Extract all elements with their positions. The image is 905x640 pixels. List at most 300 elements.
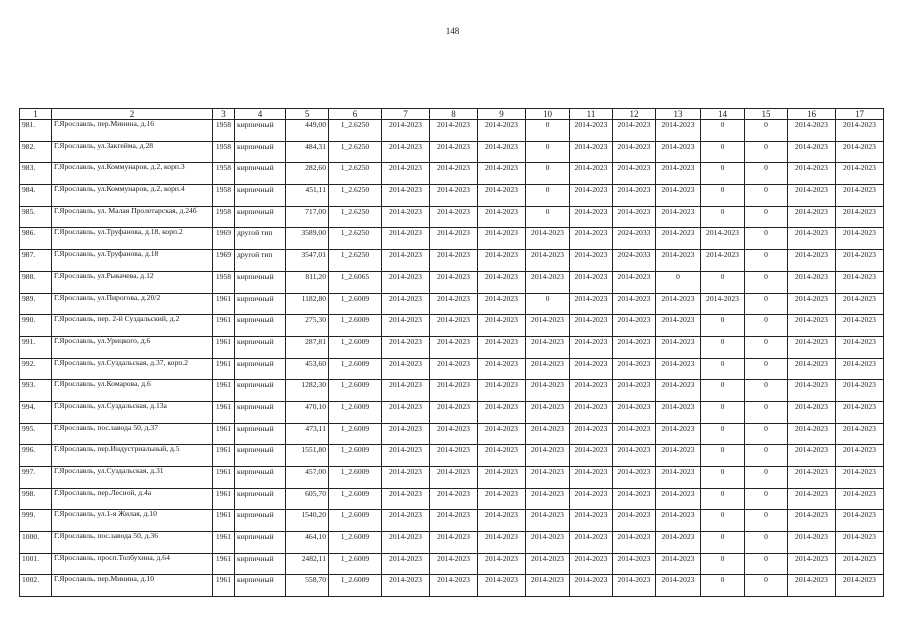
period-cell: 2014-2023: [656, 293, 701, 315]
period-cell: 2014-2023: [613, 553, 656, 575]
material-cell: кирпичный: [235, 380, 286, 402]
period-cell: 0: [745, 445, 788, 467]
period-cell: 2014-2023: [430, 423, 478, 445]
row-number-cell: 986.: [20, 228, 52, 250]
period-cell: 2014-2023: [382, 206, 430, 228]
period-cell: 2014-2023: [430, 185, 478, 207]
period-cell: 2014-2023: [570, 141, 613, 163]
period-cell: 2014-2023: [613, 206, 656, 228]
period-cell: 2014-2023: [701, 250, 745, 272]
code-cell: 1_2.6250: [329, 163, 382, 185]
address-cell: Г.Ярославль, пер.Минина, д.10: [52, 575, 213, 597]
period-cell: 2014-2023: [382, 401, 430, 423]
period-cell: 2014-2023: [613, 510, 656, 532]
period-cell: 0: [745, 401, 788, 423]
table-row: [20, 358, 884, 380]
period-cell: 2014-2023: [788, 532, 836, 554]
period-cell: 2014-2023: [836, 575, 884, 597]
period-cell: 2014-2023: [788, 271, 836, 293]
column-header: 4: [235, 109, 286, 120]
address-cell: Г.Ярославль, пос.завода 50, д.37: [52, 423, 213, 445]
period-cell: 2014-2023: [836, 206, 884, 228]
row-number-cell: 991.: [20, 336, 52, 358]
table-row: [20, 336, 884, 358]
period-cell: 2014-2023: [430, 293, 478, 315]
period-cell: 0: [745, 163, 788, 185]
period-cell: 2014-2023: [478, 467, 526, 489]
period-cell: 2014-2023: [570, 467, 613, 489]
period-cell: 2014-2023: [570, 380, 613, 402]
period-cell: 2014-2023: [382, 467, 430, 489]
area-cell: 605,70: [286, 488, 329, 510]
period-cell: 2014-2023: [613, 163, 656, 185]
row-number-cell: 994.: [20, 401, 52, 423]
address-cell: Г.Ярославль, ул.Труфанова, д.18: [52, 250, 213, 272]
period-cell: 2014-2023: [788, 553, 836, 575]
period-cell: 2014-2023: [526, 358, 570, 380]
period-cell: 2014-2023: [570, 163, 613, 185]
column-header: 16: [788, 109, 836, 120]
period-cell: 2014-2023: [382, 185, 430, 207]
period-cell: 2014-2023: [788, 163, 836, 185]
period-cell: 0: [745, 141, 788, 163]
address-cell: Г.Ярославль, просп.Толбухина, д.64: [52, 553, 213, 575]
period-cell: 0: [701, 467, 745, 489]
period-cell: 2014-2023: [430, 553, 478, 575]
period-cell: 2014-2023: [788, 445, 836, 467]
period-cell: 2024-2033: [613, 228, 656, 250]
area-cell: 1182,80: [286, 293, 329, 315]
period-cell: 2014-2023: [613, 488, 656, 510]
year-cell: 1961: [213, 380, 235, 402]
code-cell: 1_2.6009: [329, 293, 382, 315]
period-cell: 2014-2023: [788, 185, 836, 207]
material-cell: кирпичный: [235, 163, 286, 185]
period-cell: 0: [701, 271, 745, 293]
period-cell: 2014-2023: [836, 185, 884, 207]
period-cell: 0: [701, 358, 745, 380]
period-cell: 2014-2023: [478, 553, 526, 575]
period-cell: 2014-2023: [656, 575, 701, 597]
period-cell: 0: [745, 336, 788, 358]
material-cell: кирпичный: [235, 510, 286, 532]
row-number-cell: 1001.: [20, 553, 52, 575]
code-cell: 1_2.6009: [329, 488, 382, 510]
period-cell: 2014-2023: [570, 250, 613, 272]
row-number-cell: 982.: [20, 141, 52, 163]
year-cell: 1969: [213, 250, 235, 272]
row-number-cell: 988.: [20, 271, 52, 293]
period-cell: 2014-2023: [788, 315, 836, 337]
area-cell: 1540,20: [286, 510, 329, 532]
period-cell: 2014-2023: [701, 228, 745, 250]
table-row: [20, 510, 884, 532]
period-cell: 2014-2023: [382, 510, 430, 532]
column-header: 15: [745, 109, 788, 120]
period-cell: 0: [701, 336, 745, 358]
area-cell: 811,20: [286, 271, 329, 293]
column-header: 14: [701, 109, 745, 120]
period-cell: 0: [526, 120, 570, 142]
code-cell: 1_2.6009: [329, 315, 382, 337]
year-cell: 1961: [213, 401, 235, 423]
year-cell: 1958: [213, 206, 235, 228]
period-cell: 2014-2023: [478, 336, 526, 358]
period-cell: 2014-2023: [788, 141, 836, 163]
table-row: [20, 315, 884, 337]
period-cell: 2014-2023: [788, 358, 836, 380]
period-cell: 2014-2023: [656, 467, 701, 489]
period-cell: 2014-2023: [430, 336, 478, 358]
period-cell: 2014-2023: [430, 206, 478, 228]
period-cell: 2014-2023: [570, 575, 613, 597]
period-cell: 0: [526, 206, 570, 228]
code-cell: 1_2.6009: [329, 336, 382, 358]
row-number-cell: 997.: [20, 467, 52, 489]
row-number-cell: 1002.: [20, 575, 52, 597]
period-cell: 2014-2023: [430, 575, 478, 597]
period-cell: 2014-2023: [570, 206, 613, 228]
period-cell: 0: [701, 532, 745, 554]
code-cell: 1_2.6009: [329, 467, 382, 489]
period-cell: 2014-2023: [788, 467, 836, 489]
period-cell: 0: [745, 120, 788, 142]
period-cell: 0: [745, 206, 788, 228]
table-row: [20, 380, 884, 402]
period-cell: 2014-2023: [836, 315, 884, 337]
period-cell: 2014-2023: [656, 163, 701, 185]
period-cell: 2014-2023: [656, 336, 701, 358]
address-cell: Г.Ярославль, пер.Индустриальный, д.5: [52, 445, 213, 467]
period-cell: 2014-2023: [570, 271, 613, 293]
material-cell: кирпичный: [235, 423, 286, 445]
period-cell: 2014-2023: [382, 163, 430, 185]
table-row: [20, 575, 884, 597]
column-header: 3: [213, 109, 235, 120]
period-cell: 2014-2023: [836, 488, 884, 510]
area-cell: 457,00: [286, 467, 329, 489]
period-cell: 2014-2023: [526, 553, 570, 575]
code-cell: 1_2.6250: [329, 141, 382, 163]
period-cell: 2014-2023: [478, 401, 526, 423]
period-cell: 2014-2023: [613, 423, 656, 445]
period-cell: 2014-2023: [836, 250, 884, 272]
period-cell: 2014-2023: [526, 445, 570, 467]
period-cell: 2014-2023: [656, 141, 701, 163]
period-cell: 2014-2023: [836, 553, 884, 575]
period-cell: 0: [745, 271, 788, 293]
area-cell: 1282,30: [286, 380, 329, 402]
period-cell: 2014-2023: [788, 336, 836, 358]
address-cell: Г.Ярославль, ул.Пирогова, д.20/2: [52, 293, 213, 315]
area-cell: 558,70: [286, 575, 329, 597]
period-cell: 2014-2023: [478, 185, 526, 207]
year-cell: 1958: [213, 141, 235, 163]
period-cell: 2014-2023: [788, 120, 836, 142]
period-cell: 2014-2023: [430, 532, 478, 554]
column-header: 9: [478, 109, 526, 120]
period-cell: 2014-2023: [382, 445, 430, 467]
row-number-cell: 995.: [20, 423, 52, 445]
area-cell: 282,60: [286, 163, 329, 185]
period-cell: 2014-2023: [526, 532, 570, 554]
period-cell: 2014-2023: [836, 271, 884, 293]
period-cell: 2014-2023: [526, 510, 570, 532]
period-cell: 2014-2023: [430, 141, 478, 163]
period-cell: 2014-2023: [478, 293, 526, 315]
code-cell: 1_2.6250: [329, 228, 382, 250]
period-cell: 2014-2023: [526, 401, 570, 423]
table-row: [20, 271, 884, 293]
address-cell: Г.Ярославль, ул.Комарова, д.6: [52, 380, 213, 402]
period-cell: 2014-2023: [836, 228, 884, 250]
period-cell: 0: [745, 423, 788, 445]
period-cell: 2014-2023: [382, 488, 430, 510]
period-cell: 2014-2023: [382, 336, 430, 358]
address-cell: Г.Ярославль, ул.Суздальская, д.37, корп.2: [52, 358, 213, 380]
header-row: [20, 109, 884, 120]
column-header: 2: [52, 109, 213, 120]
table-row: [20, 250, 884, 272]
period-cell: 2014-2023: [836, 380, 884, 402]
period-cell: 2014-2023: [478, 228, 526, 250]
material-cell: кирпичный: [235, 185, 286, 207]
period-cell: 0: [701, 401, 745, 423]
code-cell: 1_2.6009: [329, 423, 382, 445]
period-cell: 0: [745, 315, 788, 337]
period-cell: 2014-2023: [570, 488, 613, 510]
period-cell: 0: [701, 141, 745, 163]
area-cell: 275,30: [286, 315, 329, 337]
period-cell: 0: [701, 185, 745, 207]
material-cell: другой тип: [235, 228, 286, 250]
table-row: [20, 293, 884, 315]
material-cell: кирпичный: [235, 445, 286, 467]
period-cell: 2014-2023: [430, 250, 478, 272]
period-cell: 2014-2023: [526, 336, 570, 358]
address-cell: Г.Ярославль, ул.Суздальская, д.31: [52, 467, 213, 489]
table-row: [20, 423, 884, 445]
period-cell: 0: [745, 575, 788, 597]
address-cell: Г.Ярославль, ул.Закгейма, д.28: [52, 141, 213, 163]
period-cell: 2014-2023: [478, 423, 526, 445]
period-cell: 2014-2023: [613, 575, 656, 597]
period-cell: 2024-2033: [613, 250, 656, 272]
period-cell: 2014-2023: [570, 293, 613, 315]
period-cell: 2014-2023: [478, 271, 526, 293]
period-cell: 2014-2023: [656, 228, 701, 250]
year-cell: 1958: [213, 185, 235, 207]
period-cell: 2014-2023: [656, 401, 701, 423]
address-cell: Г.Ярославль, ул.1-я Жилая, д.10: [52, 510, 213, 532]
period-cell: 2014-2023: [836, 163, 884, 185]
period-cell: 2014-2023: [570, 358, 613, 380]
period-cell: 0: [745, 250, 788, 272]
year-cell: 1961: [213, 358, 235, 380]
area-cell: 287,81: [286, 336, 329, 358]
period-cell: 2014-2023: [788, 488, 836, 510]
period-cell: 2014-2023: [788, 293, 836, 315]
period-cell: 2014-2023: [430, 488, 478, 510]
table-row: [20, 120, 884, 142]
year-cell: 1961: [213, 445, 235, 467]
material-cell: кирпичный: [235, 336, 286, 358]
year-cell: 1958: [213, 271, 235, 293]
period-cell: 2014-2023: [656, 315, 701, 337]
period-cell: 0: [745, 488, 788, 510]
period-cell: 2014-2023: [430, 271, 478, 293]
period-cell: 2014-2023: [570, 185, 613, 207]
column-header: 7: [382, 109, 430, 120]
table-row: [20, 553, 884, 575]
period-cell: 2014-2023: [613, 401, 656, 423]
row-number-cell: 996.: [20, 445, 52, 467]
address-cell: Г.Ярославль, ул.Коммунаров, д.2, корп.4: [52, 185, 213, 207]
period-cell: 2014-2023: [656, 250, 701, 272]
period-cell: 0: [526, 141, 570, 163]
period-cell: 2014-2023: [430, 163, 478, 185]
period-cell: 2014-2023: [656, 510, 701, 532]
table-body: [20, 120, 884, 597]
table-row: [20, 228, 884, 250]
address-cell: Г.Ярославль, ул.Суздальская, д.13а: [52, 401, 213, 423]
period-cell: 2014-2023: [613, 336, 656, 358]
material-cell: кирпичный: [235, 293, 286, 315]
address-cell: Г.Ярославль, ул.Труфанова, д.18, корп.2: [52, 228, 213, 250]
material-cell: кирпичный: [235, 120, 286, 142]
period-cell: 2014-2023: [570, 336, 613, 358]
material-cell: кирпичный: [235, 488, 286, 510]
address-cell: Г.Ярославль, пер.Минина, д.16: [52, 120, 213, 142]
area-cell: 717,00: [286, 206, 329, 228]
table-row: [20, 206, 884, 228]
period-cell: 2014-2023: [613, 271, 656, 293]
period-cell: 2014-2023: [478, 315, 526, 337]
table-row: [20, 467, 884, 489]
material-cell: кирпичный: [235, 575, 286, 597]
row-number-cell: 981.: [20, 120, 52, 142]
year-cell: 1969: [213, 228, 235, 250]
period-cell: 2014-2023: [570, 445, 613, 467]
period-cell: 2014-2023: [656, 120, 701, 142]
period-cell: 2014-2023: [788, 423, 836, 445]
period-cell: 2014-2023: [382, 532, 430, 554]
address-cell: Г.Ярославль, ул. Малая Пролетарская, д.24б: [52, 206, 213, 228]
year-cell: 1961: [213, 488, 235, 510]
period-cell: 2014-2023: [788, 401, 836, 423]
table-row: [20, 532, 884, 554]
period-cell: 0: [745, 467, 788, 489]
period-cell: 2014-2023: [656, 358, 701, 380]
code-cell: 1_2.6009: [329, 510, 382, 532]
row-number-cell: 989.: [20, 293, 52, 315]
period-cell: 0: [701, 380, 745, 402]
material-cell: другой тип: [235, 250, 286, 272]
column-header: 1: [20, 109, 52, 120]
period-cell: 2014-2023: [382, 358, 430, 380]
row-number-cell: 999.: [20, 510, 52, 532]
area-cell: 449,00: [286, 120, 329, 142]
period-cell: 0: [701, 553, 745, 575]
material-cell: кирпичный: [235, 553, 286, 575]
area-cell: 1551,80: [286, 445, 329, 467]
material-cell: кирпичный: [235, 358, 286, 380]
period-cell: 2014-2023: [613, 315, 656, 337]
period-cell: 0: [745, 293, 788, 315]
area-cell: 453,60: [286, 358, 329, 380]
area-cell: 451,11: [286, 185, 329, 207]
period-cell: 2014-2023: [430, 467, 478, 489]
period-cell: 2014-2023: [656, 532, 701, 554]
period-cell: 2014-2023: [788, 206, 836, 228]
code-cell: 1_2.6250: [329, 250, 382, 272]
material-cell: кирпичный: [235, 401, 286, 423]
period-cell: 2014-2023: [836, 467, 884, 489]
period-cell: 0: [745, 228, 788, 250]
column-header: 17: [836, 109, 884, 120]
period-cell: 0: [526, 293, 570, 315]
table-row: [20, 141, 884, 163]
period-cell: 2014-2023: [478, 120, 526, 142]
period-cell: 2014-2023: [701, 293, 745, 315]
period-cell: 2014-2023: [788, 250, 836, 272]
period-cell: 2014-2023: [382, 293, 430, 315]
period-cell: 0: [701, 206, 745, 228]
period-cell: 2014-2023: [430, 510, 478, 532]
address-cell: Г.Ярославль, пер.Лесной, д.4а: [52, 488, 213, 510]
year-cell: 1961: [213, 575, 235, 597]
period-cell: 0: [701, 423, 745, 445]
area-cell: 470,10: [286, 401, 329, 423]
period-cell: 2014-2023: [613, 293, 656, 315]
period-cell: 0: [701, 445, 745, 467]
row-number-cell: 993.: [20, 380, 52, 402]
period-cell: 2014-2023: [836, 445, 884, 467]
code-cell: 1_2.6009: [329, 401, 382, 423]
period-cell: 0: [701, 120, 745, 142]
code-cell: 1_2.6250: [329, 206, 382, 228]
period-cell: 0: [745, 380, 788, 402]
period-cell: 2014-2023: [382, 553, 430, 575]
period-cell: 2014-2023: [836, 510, 884, 532]
year-cell: 1961: [213, 336, 235, 358]
period-cell: 2014-2023: [656, 380, 701, 402]
area-cell: 464,10: [286, 532, 329, 554]
period-cell: 2014-2023: [836, 532, 884, 554]
year-cell: 1958: [213, 163, 235, 185]
period-cell: 2014-2023: [836, 141, 884, 163]
row-number-cell: 987.: [20, 250, 52, 272]
material-cell: кирпичный: [235, 532, 286, 554]
code-cell: 1_2.6065: [329, 271, 382, 293]
period-cell: 2014-2023: [836, 120, 884, 142]
period-cell: 2014-2023: [382, 271, 430, 293]
period-cell: 2014-2023: [430, 445, 478, 467]
area-cell: 3547,01: [286, 250, 329, 272]
table-row: [20, 445, 884, 467]
period-cell: 2014-2023: [656, 185, 701, 207]
period-cell: 2014-2023: [570, 401, 613, 423]
period-cell: 2014-2023: [526, 315, 570, 337]
period-cell: 2014-2023: [613, 467, 656, 489]
period-cell: 0: [745, 185, 788, 207]
period-cell: 0: [701, 510, 745, 532]
period-cell: 2014-2023: [430, 315, 478, 337]
buildings-table: [19, 108, 884, 597]
period-cell: 2014-2023: [382, 575, 430, 597]
period-cell: 2014-2023: [526, 228, 570, 250]
period-cell: 2014-2023: [526, 250, 570, 272]
